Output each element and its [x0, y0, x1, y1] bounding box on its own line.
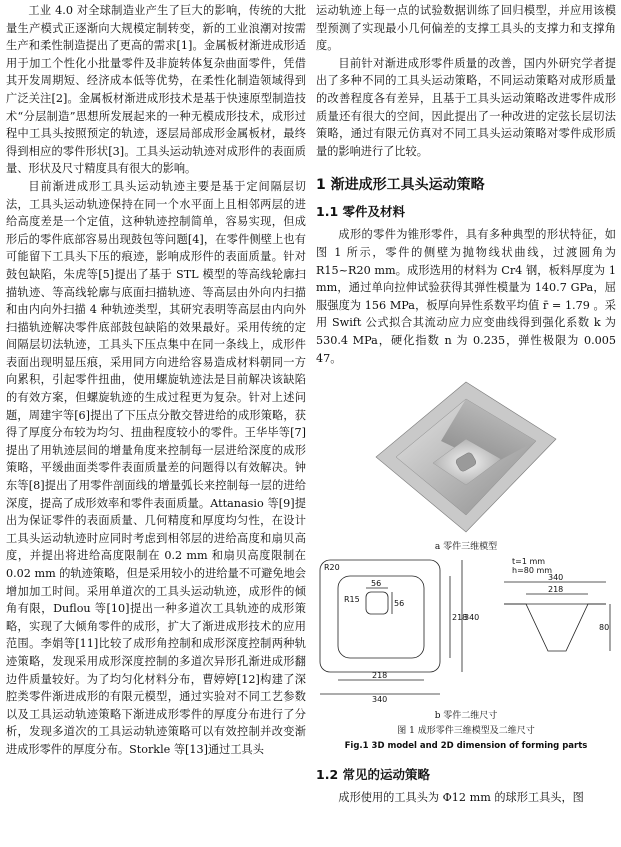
intro-paragraph: 工业 4.0 对全球制造业产生了巨大的影响，传统的大批量生产模式正逐渐向大规模定制转变，新的工业浪潮对按需生产和柔性制造提出了更高的需求[1]。金属板材渐进成形适用于加工个性化小批量零件及非旋转体复杂曲面零件，凭借其开发周期短、经济成本低等优势，在柔性化制造领域得到广泛关注[2]。金属板材渐进成形技术是基于快速原型制造技术“分层制造”思想所发展起来的一种无模成形技术，成形过程中工具头按照预定的轨迹，逐层局部成形金属板材，最终得到相应的零件形状[3]。工具头运动轨迹对成形件的表面质量、形状及尺寸精度具有很大的影响。 [6, 4, 306, 176]
figure-sub-caption-a: a 零件三维模型 [434, 542, 498, 553]
part-3d-model [371, 377, 561, 537]
height-label: h=80 mm [512, 566, 553, 576]
thickness-label: t=1 mm [512, 557, 546, 567]
part-2d-drawing [316, 556, 616, 706]
section-1-heading: 1 渐进成形工具头运动策略 [316, 177, 485, 194]
section-1-1-heading: 1.1 零件及材料 [316, 204, 405, 220]
right-column [316, 0, 616, 807]
dim-56-h: 56 [371, 579, 382, 589]
dim-340-v: 340 [464, 613, 480, 623]
continued-paragraph: 运动轨迹上每一点的试验数据训练了回归模型，并应用该模型预测了实现最小几何偏差的支撑工具头的支撑力和支撑角度。 [316, 4, 616, 53]
section-1-2-heading: 1.2 常见的运动策略 [316, 767, 430, 783]
left-column [6, 0, 306, 759]
dim-218-v: 218 [452, 613, 468, 623]
side-218: 218 [548, 585, 564, 595]
dim-218-h: 218 [372, 671, 388, 681]
figure-sub-caption-b: b 零件二维尺寸 [434, 711, 498, 722]
motivation-paragraph: 目前针对渐进成形零件质量的改善，国内外研究学者提出了多种不同的工具头运动策略，不同运动策略对成形质量的改善程度各有差异，且基于工具头运动策略改进零件成形质量还有很大的空间，因此提出了一种改进的定弦长层切法策略，通过有限元仿真对不同工具头运动策略对零件成形质量的影响进行了比较。 [316, 56, 616, 158]
figure-caption-cn: 图 1 成形零件三维模型及二维尺寸 [397, 726, 535, 737]
literature-review-paragraph: 目前渐进成形工具头运动轨迹主要是基于定间隔层切法，工具头运动轨迹保持在同一个水平面上且相邻两层的进给高度差是一个定值，这种轨迹控制简单，容易实现，但成形后的零件底部容易出现鼓包等问题[4]，在零件侧壁上也有可能留下工具头下压的痕迹，影响成形件的表面质量。针对鼓包缺陷，朱虎等[5]提出了基于 STL 模型的等高线轮廓扫描轨迹、等高线轮廓与底面扫描轨迹、等高层由外向内扫描和由内向外扫描 4 种轨迹类型，其研究表明等高层由内向外扫描轨迹解决零件底部鼓包缺陷的效果最好。采用传统的定间隔层切法轨迹，工具头下压点集中在同一条线上，成形件表面出现明显压痕，采用同方向进给容易造成材料朝同一方向累积，引起零件扭曲，使用螺旋轨迹法是目前解决该缺陷的有效方案，但螺旋轨迹的生成过程更为复杂。针对上述问题，周建宇等[6]提出了下压点分散交替进给的成形策略，获得了厚度分布较为均匀、扭曲程度较小的零件。王华毕等[7]提出了用轨迹层间的增量角度来控制每一层进给深度的成形策略，平缓曲面类零件表面质量差的问题得以有效解决。钟东等[8]提出了用零件剖面线的增量弧长来控制每一层的进给深度，提高了成形效率和零件表面质量。Attanasio 等[9]提出为保证零件的表面质量、几何精度和厚度均匀性，在设计工具头运动轨迹时应同时考虑到相邻层的进给高度和扇贝高度，并提出将进给高度限制在 0.2 mm 和扇贝高度限制在 0.02 mm 的轨迹策略，但是采用较小的进给量不可避免地会增加加工时间。采用单道次的工具头运动轨迹，成形件的倾角有限，Duflou 等[10]提出一种多道次工具轨迹的成形策略，实现了大倾角零件的成形，扩大了渐进成形技术的应用范围。李娟等[11]比较了成形角控制和成形深度控制两种轨迹策略，发现采用成形深度控制的多道次异形孔渐进成形翻边件质量较好。为了均匀化材料分布，曹婷婷[12]构建了深腔类零件渐进成形的有限元模型，通过实验对不同工艺参数以及工具运动轨迹策略下渐进成形零件的厚度分布进行了分析，发现多道次的工具运动轨迹策略可以有效控制并改变渐进成形零件的厚度分布。Storkle 等[13]通过工具头 [6, 179, 306, 756]
side-80: 80 [599, 623, 610, 633]
figure-caption-en: Fig.1 3D model and 2D dimension of forming parts [344, 741, 588, 752]
dim-340-h: 340 [372, 695, 388, 705]
dim-56-v: 56 [394, 599, 405, 609]
dim-r20: R20 [324, 563, 340, 573]
material-paragraph: 成形的零件为锥形零件，具有多种典型的形状特征，如图 1 所示，零件的侧壁为抛物线状曲线，过渡圆角为 R15~R20 mm。成形选用的材料为 Cr4 钢，板料厚度为 1 mm，通过单向拉伸试验获得其弹性模量为 140.7 GPa，屈服强度为 156 MPa，板厚向异性系数平均值 r̄ = 1.79 。采用 Swift 公式拟合其流动应力应变曲线得到强化系数 k 为 530.4 MPa，硬化指数 n 为 0.235，弹性极限为 0.005 47。 [316, 228, 616, 365]
dim-r15: R15 [344, 595, 360, 605]
pocket-outline [366, 592, 388, 614]
strategy-paragraph: 成形使用的工具头为 Φ12 mm 的球形工具头，图 [338, 791, 584, 805]
side-340: 340 [548, 573, 564, 583]
